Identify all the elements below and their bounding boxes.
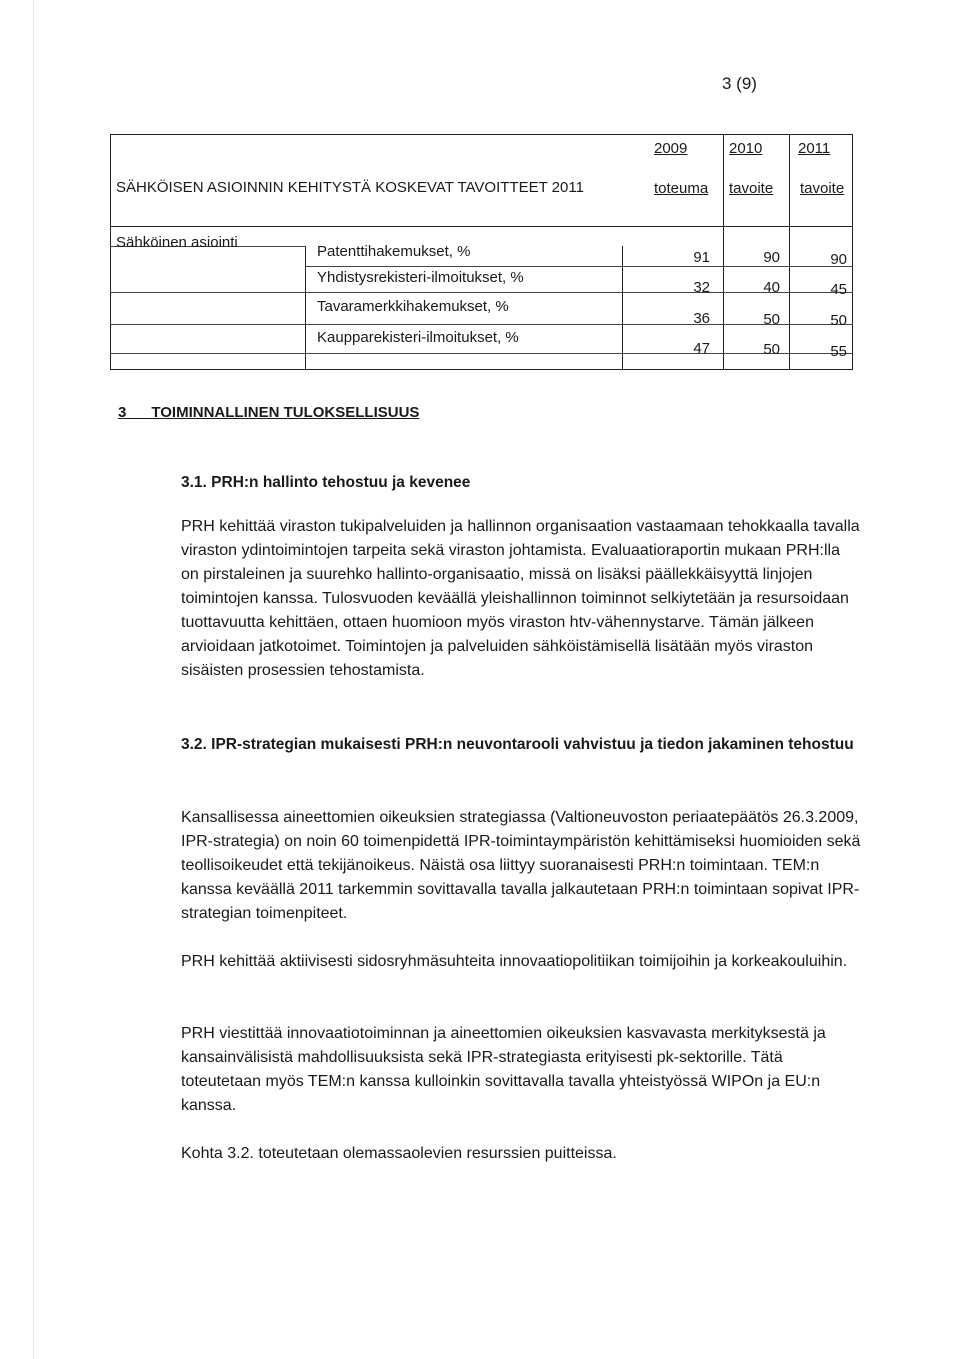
table-cell: 36	[693, 310, 710, 327]
table-cell: 50	[830, 312, 847, 329]
table-cell: 32	[693, 279, 710, 296]
table-cell: 50	[763, 341, 780, 358]
section-title: TOIMINNALLINEN TULOKSELLISUUS	[151, 404, 420, 421]
paragraph: Kansallisessa aineettomien oikeuksien strategiassa (Valtioneuvoston periaatepäätös 26.3.2009, IPR-strategia) on noin 60 toimenpidettä IPR-toimintaympäristön kehittämiseksi huomioiden sekä teollisoikeudet että tekijänoikeus. Näistä osa liittyy suoranaisesti PRH:n toimintaan. TEM:n kanssa keväällä 2011 tarkemmin sovittavalla tavalla jalkautetaan PRH:n toimintaan sopivat IPR-strategian toimenpiteet.	[181, 809, 861, 922]
table-cell: 90	[763, 249, 780, 266]
subhead-2009: toteuma	[654, 180, 709, 197]
table-row-label: Tavaramerkkihakemukset, %	[317, 298, 509, 315]
subhead-2011: tavoite	[800, 180, 845, 197]
table-cell: 40	[763, 279, 780, 296]
table-title: SÄHKÖISEN ASIOINNIN KEHITYSTÄ KOSKEVAT TAVOITTEET 2011	[116, 179, 584, 196]
table-category: Sähköinen asiointi	[116, 234, 238, 251]
table-col-divider-2010	[723, 134, 724, 370]
year-2009: 2009	[654, 140, 688, 157]
section-number: 3	[118, 404, 127, 421]
page-number: 3 (9)	[722, 74, 757, 93]
table-cell: 55	[830, 343, 847, 360]
scan-edge-line	[33, 0, 34, 1359]
table-cell: 90	[830, 251, 847, 268]
table-row-label: Yhdistysrekisteri-ilmoitukset, %	[317, 269, 524, 286]
section-heading	[118, 404, 419, 421]
paragraph: PRH kehittää aktiivisesti sidosryhmäsuhteita innovaatiopolitiikan toimijoihin ja korkeakouluihin.	[181, 953, 848, 970]
year-2011: 2011	[798, 140, 831, 157]
table-col-divider-2011	[789, 134, 790, 370]
table-border-right	[852, 134, 853, 370]
table-cell: 45	[830, 281, 847, 298]
table-border-bottom	[110, 369, 853, 370]
subsection-heading-3-2: 3.2. IPR-strategian mukaisesti PRH:n neuvontarooli vahvistuu ja tiedon jakaminen tehostuu	[181, 736, 854, 753]
subhead-2010: tavoite	[729, 180, 774, 197]
paragraph: Kohta 3.2. toteutetaan olemassaolevien resurssien puitteissa.	[181, 1145, 617, 1162]
table-col-divider-category	[305, 246, 306, 370]
paragraph: PRH viestittää innovaatiotoiminnan ja aineettomien oikeuksien kasvavasta merkityksestä ja kansainvälisistä mahdollisuuksista sekä IPR-strategiasta erityisesti pk-sektorille. Tätä toteutetaan myös TEM:n kanssa kulloinkin sovittavalla tavalla yhteistyössä WIPOn ja EU:n kanssa.	[181, 1025, 826, 1114]
table-border-left	[110, 134, 111, 370]
table-cell: 47	[693, 340, 710, 357]
table-cell: 50	[763, 311, 780, 328]
year-2010: 2010	[729, 140, 763, 157]
row-divider-1	[305, 266, 853, 267]
table-row-label: Kaupparekisteri-ilmoitukset, %	[317, 329, 519, 346]
paragraph-3-1: PRH kehittää viraston tukipalveluiden ja hallinnon organisaation vastaamaan tehokkaalla tavalla viraston ydintoimintojen tarpeita sekä viraston johtamista. Evaluaatioraportin mukaan PRH:lla on pirstaleinen ja suurehko hallinto-organisaatio, missä on lisäksi päällekkäisyyttä linjojen toimintojen kanssa. Tulosvuoden keväällä yleishallinnon toiminnot selkiytetään ja resursoidaan tuottavuutta kehittäen, ottaen huomioon myös viraston htv-vähennystarve. Tämän jälkeen arvioidaan jatkotoimet. Toimintojen ja palveluiden sähköistämisellä lisätään myös viraston sisäisten prosessien tehostamista.	[181, 518, 860, 679]
table-col-divider-indicator	[622, 246, 623, 370]
targets-table	[110, 134, 853, 370]
table-border-top	[110, 134, 853, 135]
table-header-divider	[110, 226, 853, 227]
table-cell: 91	[693, 249, 710, 266]
subsection-heading-3-1: 3.1. PRH:n hallinto tehostuu ja kevenee	[181, 474, 471, 491]
table-row-label: Patenttihakemukset, %	[317, 243, 471, 260]
